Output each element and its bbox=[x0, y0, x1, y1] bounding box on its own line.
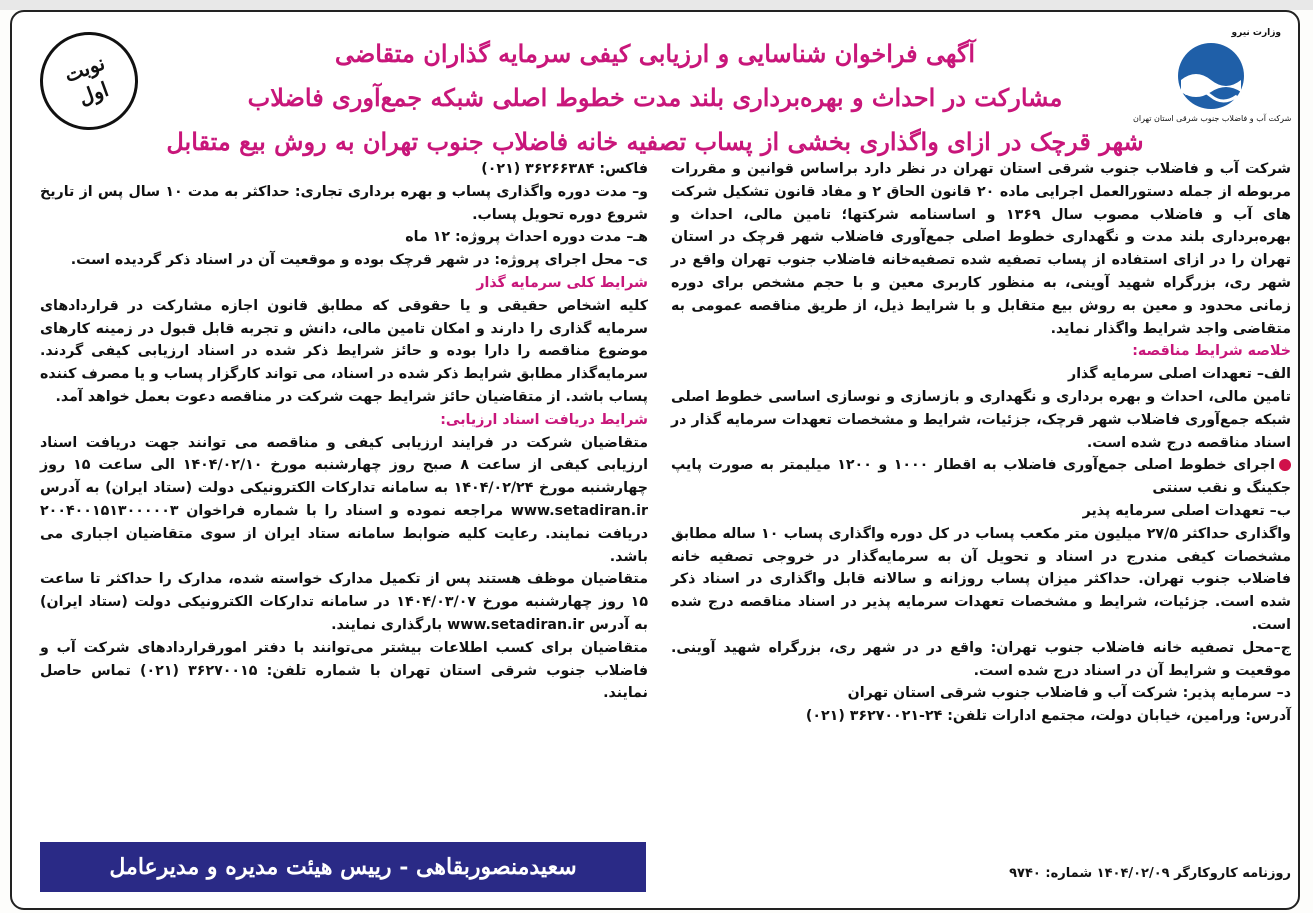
address-text: آدرس: ورامین، خیابان دولت، مجتمع ادارات تلفن: ۲۴-۳۶۲۷۰۰۲۱ (۰۲۱) bbox=[805, 708, 1291, 725]
title-line-1: آگهی فراخوان شناسایی و ارزیابی کیفی سرمایه گذاران متقاضی bbox=[334, 39, 976, 68]
intro-company: شرکت آب و فاضلاب جنوب شرقی استان تهران bbox=[953, 161, 1291, 177]
signature-bar bbox=[40, 842, 646, 892]
logo-company-name: شرکت آب و فاضلاب جنوب شرقی استان تهران bbox=[1133, 114, 1292, 123]
project-location-text: ی– محل اجرای پروژه: در شهر قرچک بوده و موقعیت آن در اسناد ذکر گردیده است. bbox=[70, 252, 648, 269]
construction-period-text: هـ– مدت دوره احداث پروژه: ۱۲ ماه bbox=[405, 229, 648, 246]
title-line-2: مشارکت در احداث و بهره‌برداری بلند مدت خطوط اصلی شبکه جمع‌آوری فاضلاب bbox=[247, 83, 1063, 112]
intro-text: در نظر دارد براساس قوانین و مقررات مربوطه از جمله دستورالعمل اجرایی ماده ۲۰ قانون الحاق ۲ و مفاد قانون تشکیل شرکت های آب و فاضلاب مصوب سال ۱۳۶۹ و اساسنامه شرکتها؛ تامین مالی، احداث و بهره‌برداری بلند مدت و نگهداری خطوط اصلی جمع‌آوری فاضلاب شهر قرچک در استان تهران را در ازای استفاده از پساب تصفیه شده تصفیه‌خانه فاضلاب جنوب تهران واقع در شهر ری، بزرگراه شهید آوینی، به منظور کاربری معین و با حجم مشخص برای دوره زمانی محدود و معین به روش بیع متقابل و با شرایط ذیل، از طریق مناقصه عمومی به متقاضی واجد شرایط واگذار نماید. bbox=[671, 161, 1291, 337]
investor-conditions-heading: شرایط کلی سرمایه گذار bbox=[476, 274, 648, 291]
documents-heading: شرایط دریافت اسناد ارزیابی: bbox=[440, 411, 648, 428]
top-strip bbox=[0, 0, 1313, 10]
investor-conditions-text: کلیه اشخاص حقیقی و یا حقوقی که مطابق قانون اجازه مشارکت در قراردادهای سرمایه گذاری را دارند و امکان تامین مالی، دانش و تجربه قابل قبول در زمینه کارهای موضوع مناقصه را دارا بوده و حائز شرایط ذکر شده در اسناد ارزیابی کیفی گردند. سرمایه‌گذار مطابق شرایط ذکر شده در اسناد، می تواند کارگزار پساب و یا مصرف کننده پساب باشد. از متقاضیان حائز شرایط جهت شرکت در مناقصه دعوت بعمل خواهد آمد. bbox=[40, 297, 648, 405]
summary-heading: خلاصه شرایط مناقصه: bbox=[1132, 343, 1291, 360]
right-column bbox=[671, 158, 1291, 728]
water-drop-logo-icon bbox=[1171, 40, 1251, 112]
ad-title bbox=[160, 32, 1150, 164]
intro-paragraph bbox=[671, 158, 1291, 340]
signature-text: سعیدمنصوربقاهی - رییس هیئت مدیره و مدیرعامل bbox=[109, 854, 577, 880]
documents-text: متقاضیان شرکت در فرایند ارزیابی کیفی و مناقصه می توانند جهت دریافت اسناد ارزیابی کیفی از ساعت ۸ صبح روز چهارشنبه مورخ ۱۴۰۴/۰۲/۱۰ الی ساعت ۱۵ روز چهارشنبه مورخ ۱۴۰۴/۰۲/۲۴ به سامانه تدارکات الکترونیکی دولت (ستاد ایران) به آدرس www.setadiran.ir مراجعه نموده و اسناد را با شماره فراخوان ۲۰۰۴۰۰۱۵۱۳۰۰۰۰۰۳ دریافت نمایند. رعایت کلیه ضوابط سامانه ستاد ایران از سوی متقاضیان اجباری می باشد. bbox=[40, 434, 649, 565]
badge-line-2: اول bbox=[75, 76, 112, 110]
company-logo bbox=[1133, 28, 1292, 123]
host-obligations-title: ب– تعهدات اصلی سرمایه پذیر bbox=[1082, 502, 1291, 519]
host-company-text: د– سرمایه پذیر: شرکت آب و فاضلاب جنوب شرقی استان تهران bbox=[847, 685, 1291, 702]
plant-location-text: ج–محل تصفیه خانه فاضلاب جنوب تهران: واقع در در شهر ری، بزرگراه شهید آوینی. موقعیت و شرایط آن در اسناد درج شده است. bbox=[671, 639, 1291, 679]
pipeline-item-text: اجرای خطوط اصلی جمع‌آوری فاضلاب به اقطار ۱۰۰۰ و ۱۲۰۰ میلیمتر به صورت پایپ جکینگ و نقب سنتی bbox=[671, 457, 1291, 497]
bullet-dot-icon bbox=[1279, 459, 1291, 471]
title-line-3: شهر قرچک در ازای واگذاری بخشی از پساب تصفیه خانه فاضلاب جنوب تهران به روش بیع متقابل bbox=[166, 127, 1144, 156]
concession-period-text: و– مدت دوره واگذاری پساب و بهره برداری تجاری: حداکثر به مدت ۱۰ سال پس از تاریخ شروع دوره تحویل پساب. bbox=[40, 183, 649, 223]
left-column bbox=[40, 158, 648, 705]
submission-text: متقاضیان موظف هستند پس از تکمیل مدارک خواسته شده، مدارک را حداکثر تا ساعت ۱۵ روز چهارشنبه مورخ ۱۴۰۴/۰۳/۰۷ در سامانه تدارکات الکترونیکی دولت (ستاد ایران) به آدرس www.setadiran.ir بارگذاری نمایند. bbox=[40, 571, 648, 633]
pipeline-item bbox=[671, 454, 1291, 500]
investor-obligations-title: الف– تعهدات اصلی سرمایه گذار bbox=[1068, 366, 1291, 383]
contact-info-text: متقاضیان برای کسب اطلاعات بیشتر می‌توانند با دفتر امورقراردادهای شرکت آب و فاضلاب جنوب شرقی استان تهران با شماره تلفن: ۳۶۲۷۰۰۱۵ (۰۲۱) تماس حاصل نمایند. bbox=[40, 639, 648, 702]
ministry-name: وزارت نیرو bbox=[1231, 28, 1281, 38]
investor-obligations-text: تامین مالی، احداث و بهره برداری و نگهداری و بازسازی و نوسازی اساسی خطوط اصلی شبکه جمع‌آوری فاضلاب شهر قرچک، جزئیات، شرایط و مشخصات تعهدات سرمایه گذار در اسناد مناقصه درج شده است. bbox=[671, 388, 1291, 451]
host-obligations-text: واگذاری حداکثر ۲۷/۵ میلیون متر مکعب پساب در کل دوره واگذاری پساب ۱۰ ساله مطابق مشخصات کیفی مندرج در اسناد و تحویل آن به سرمایه‌گذار در خروجی تصفیه خانه فاضلاب جنوب تهران. حداکثر میزان پساب روزانه و سالانه قابل واگذاری در اسناد ذکر شده است. جزئیات، شرایط و مشخصات تعهدات سرمایه پذیر در اسناد مناقصه درج شده است. bbox=[671, 525, 1291, 633]
fax-text: فاکس: ۳۶۲۶۶۳۸۴ (۰۲۱) bbox=[481, 161, 648, 177]
badge-line-1: نوبت bbox=[61, 50, 108, 88]
newspaper-reference: روزنامه کاروکارگر ۱۴۰۴/۰۲/۰۹ شماره: ۹۷۴۰ bbox=[1009, 866, 1291, 881]
